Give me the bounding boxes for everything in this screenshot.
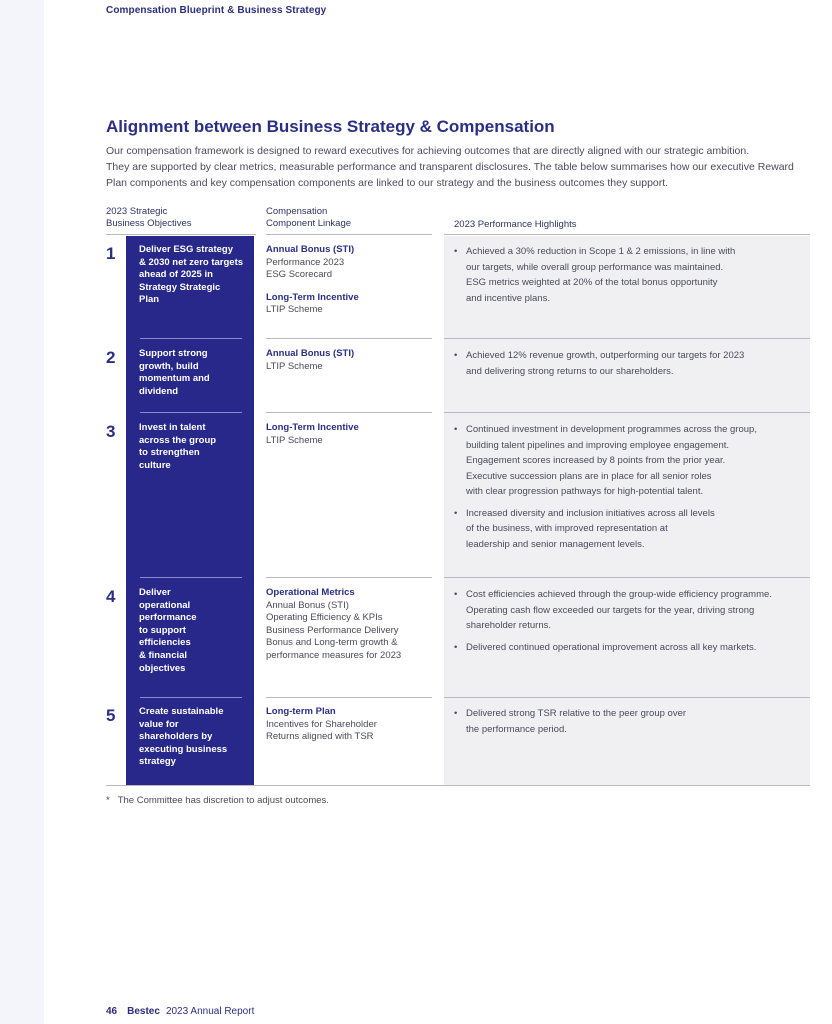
highlight-line: leadership and senior management levels. bbox=[466, 538, 645, 550]
highlight-line: and delivering strong returns to our shareholders. bbox=[466, 365, 674, 377]
highlight-line: and incentive plans. bbox=[466, 292, 550, 304]
objective-text bbox=[139, 244, 251, 307]
highlight-line: • Cost efficiencies achieved through the group-wide efficiency programme. bbox=[466, 589, 772, 600]
highlight-bullet bbox=[454, 244, 806, 306]
highlight-bullet bbox=[454, 706, 806, 737]
highlight-line: of the business, with improved representation at bbox=[466, 523, 668, 534]
row-divider bbox=[140, 577, 242, 578]
row-divider bbox=[444, 577, 810, 578]
component-cell bbox=[266, 706, 436, 744]
company-name: Bestec bbox=[127, 1006, 160, 1017]
objective-line: dividend bbox=[139, 385, 179, 397]
footnote-text: The Committee has discretion to adjust outcomes. bbox=[117, 795, 329, 806]
highlight-line: shareholder returns. bbox=[466, 620, 552, 631]
row-divider bbox=[444, 412, 810, 413]
column-header-line: Business Objectives bbox=[106, 218, 192, 229]
component-name: Operational Metrics bbox=[266, 587, 355, 598]
objective-line: & 2030 net zero targets bbox=[139, 256, 244, 268]
page-number: 46 bbox=[106, 1006, 118, 1017]
component-line: performance measures for 2023 bbox=[266, 649, 402, 661]
component-name: Long-term Plan bbox=[266, 706, 336, 717]
objective-line: growth, build bbox=[139, 360, 199, 372]
page-title: Alignment between Business Strategy & Compensation bbox=[106, 117, 555, 136]
objective-line: Strategy Strategic bbox=[139, 281, 221, 293]
objective-line: momentum and bbox=[139, 373, 210, 385]
objective-line: shareholders by bbox=[139, 731, 213, 743]
highlight-line: with clear progression pathways for high-potential talent. bbox=[466, 486, 704, 497]
highlight-line: Executive succession plans are in place for all senior roles bbox=[466, 470, 712, 482]
highlight-bullet bbox=[454, 422, 806, 500]
objective-line: ahead of 2025 in bbox=[139, 269, 213, 281]
document-name: 2023 Annual Report bbox=[165, 1006, 255, 1017]
row-divider bbox=[444, 338, 810, 339]
highlight-bullet bbox=[454, 640, 806, 656]
highlight-line: • Achieved a 30% reduction in Scope 1 & 2 emissions, in line with bbox=[466, 246, 736, 257]
highlight-line: Engagement scores increased by 8 points from the prior year. bbox=[466, 455, 726, 466]
highlight-line: • Increased diversity and inclusion initiatives across all levels bbox=[466, 507, 715, 519]
component-cell bbox=[266, 244, 436, 317]
column-header-line: Component Linkage bbox=[266, 218, 352, 229]
row-number: 3 bbox=[106, 422, 116, 441]
component-line: Bonus and Long-term growth & bbox=[266, 637, 398, 649]
component-line: Returns aligned with TSR bbox=[266, 731, 374, 743]
objective-line: Deliver ESG strategy bbox=[139, 244, 233, 255]
running-head: Compensation Blueprint & Business Strategy bbox=[106, 5, 327, 16]
component-line: ESG Scorecard bbox=[266, 269, 332, 281]
row-number: 5 bbox=[106, 706, 116, 725]
component-line: LTIP Scheme bbox=[266, 304, 323, 316]
intro-line: They are supported by clear metrics, measurable performance and transparent disclosures. The table below summarises how our executive Reward bbox=[106, 161, 794, 173]
row-divider bbox=[444, 697, 810, 698]
component-line: Performance 2023 bbox=[266, 256, 345, 268]
column-header-objectives bbox=[106, 206, 192, 230]
highlights-cell bbox=[454, 587, 806, 661]
component-name: Long-Term Incentive bbox=[266, 291, 359, 303]
highlight-line: • Achieved 12% revenue growth, outperforming our targets for 2023 bbox=[466, 350, 745, 361]
column-header-line: Compensation bbox=[266, 206, 328, 217]
header-rule bbox=[106, 234, 256, 235]
intro-line: Plan components and key compensation components are linked to our strategy and the business outcomes they support. bbox=[106, 177, 669, 189]
footnote bbox=[106, 795, 329, 806]
component-line: Incentives for Shareholder bbox=[266, 718, 377, 730]
row-divider bbox=[140, 338, 242, 339]
objective-line: Plan bbox=[139, 294, 160, 306]
highlight-bullet bbox=[454, 587, 806, 634]
row-divider bbox=[266, 412, 432, 413]
intro-paragraph bbox=[106, 143, 811, 191]
component-cell bbox=[266, 587, 436, 663]
objective-line: strategy bbox=[139, 756, 176, 768]
component-name: Annual Bonus (STI) bbox=[266, 348, 355, 359]
objective-line: operational bbox=[139, 599, 191, 611]
header-rule bbox=[266, 234, 432, 235]
row-divider bbox=[140, 697, 242, 698]
table-bottom-rule bbox=[106, 785, 810, 786]
footnote-mark: * bbox=[106, 795, 110, 806]
objective-line: culture bbox=[139, 459, 171, 471]
left-margin-strip bbox=[0, 0, 44, 1024]
intro-line: Our compensation framework is designed to reward executives for achieving outcomes that are directly aligned with our strategic ambition. bbox=[106, 145, 750, 157]
column-header-components bbox=[266, 206, 351, 230]
highlight-line: • Delivered strong TSR relative to the peer group over bbox=[466, 708, 687, 719]
highlight-line: • Continued investment in development programmes across the group, bbox=[466, 424, 757, 435]
component-name: Long-Term Incentive bbox=[266, 422, 359, 433]
highlights-cell bbox=[454, 422, 806, 558]
component-name: Annual Bonus (STI) bbox=[266, 244, 355, 255]
highlight-bullet bbox=[454, 348, 806, 379]
objective-line: executing business bbox=[139, 743, 228, 755]
objective-text bbox=[139, 422, 251, 472]
objective-line: to strengthen bbox=[139, 447, 200, 459]
component-line: Annual Bonus (STI) bbox=[266, 599, 349, 611]
highlight-line: • Delivered continued operational improvement across all key markets. bbox=[466, 641, 757, 653]
page-footer bbox=[106, 1006, 254, 1017]
header-rule bbox=[444, 234, 810, 235]
row-divider bbox=[140, 412, 242, 413]
objective-line: to support bbox=[139, 624, 186, 636]
objective-text bbox=[139, 706, 251, 769]
objective-line: Support strong bbox=[139, 348, 208, 359]
row-divider bbox=[266, 577, 432, 578]
column-header-line: 2023 Performance Highlights bbox=[454, 219, 577, 230]
highlights-cell bbox=[454, 348, 806, 385]
highlight-line: building talent pipelines and improving employee engagement. bbox=[466, 439, 730, 451]
row-number: 4 bbox=[106, 587, 116, 606]
column-header-highlights bbox=[454, 219, 577, 231]
objective-line: objectives bbox=[139, 662, 186, 674]
objective-line: efficiencies bbox=[139, 637, 191, 649]
row-number: 2 bbox=[106, 348, 116, 367]
component-line: Business Performance Delivery bbox=[266, 624, 399, 636]
objective-line: Create sustainable bbox=[139, 706, 224, 717]
objectives-panel bbox=[126, 236, 254, 785]
column-header-line: 2023 Strategic bbox=[106, 206, 168, 217]
row-divider bbox=[266, 697, 432, 698]
component-line: LTIP Scheme bbox=[266, 360, 323, 372]
component-line: Operating Efficiency & KPIs bbox=[266, 612, 383, 624]
highlight-line: the performance period. bbox=[466, 723, 567, 735]
row-divider bbox=[266, 338, 432, 339]
objective-line: value for bbox=[139, 718, 179, 730]
objective-line: performance bbox=[139, 612, 197, 624]
highlights-cell bbox=[454, 244, 806, 312]
highlights-cell bbox=[454, 706, 806, 743]
highlight-line: ESG metrics weighted at 20% of the total bonus opportunity bbox=[466, 277, 718, 288]
objective-text bbox=[139, 348, 251, 398]
component-cell bbox=[266, 348, 436, 373]
component-line: LTIP Scheme bbox=[266, 434, 323, 446]
objective-line: & financial bbox=[139, 649, 188, 661]
highlight-bullet bbox=[454, 506, 806, 553]
objective-line: across the group bbox=[139, 434, 217, 446]
objective-line: Deliver bbox=[139, 587, 171, 598]
objective-line: Invest in talent bbox=[139, 422, 206, 433]
highlight-line: Operating cash flow exceeded our targets for the year, driving strong bbox=[466, 604, 755, 616]
component-cell bbox=[266, 422, 436, 447]
objective-text bbox=[139, 587, 251, 675]
highlight-line: our targets, while overall group performance was maintained. bbox=[466, 261, 724, 273]
row-number: 1 bbox=[106, 244, 116, 263]
